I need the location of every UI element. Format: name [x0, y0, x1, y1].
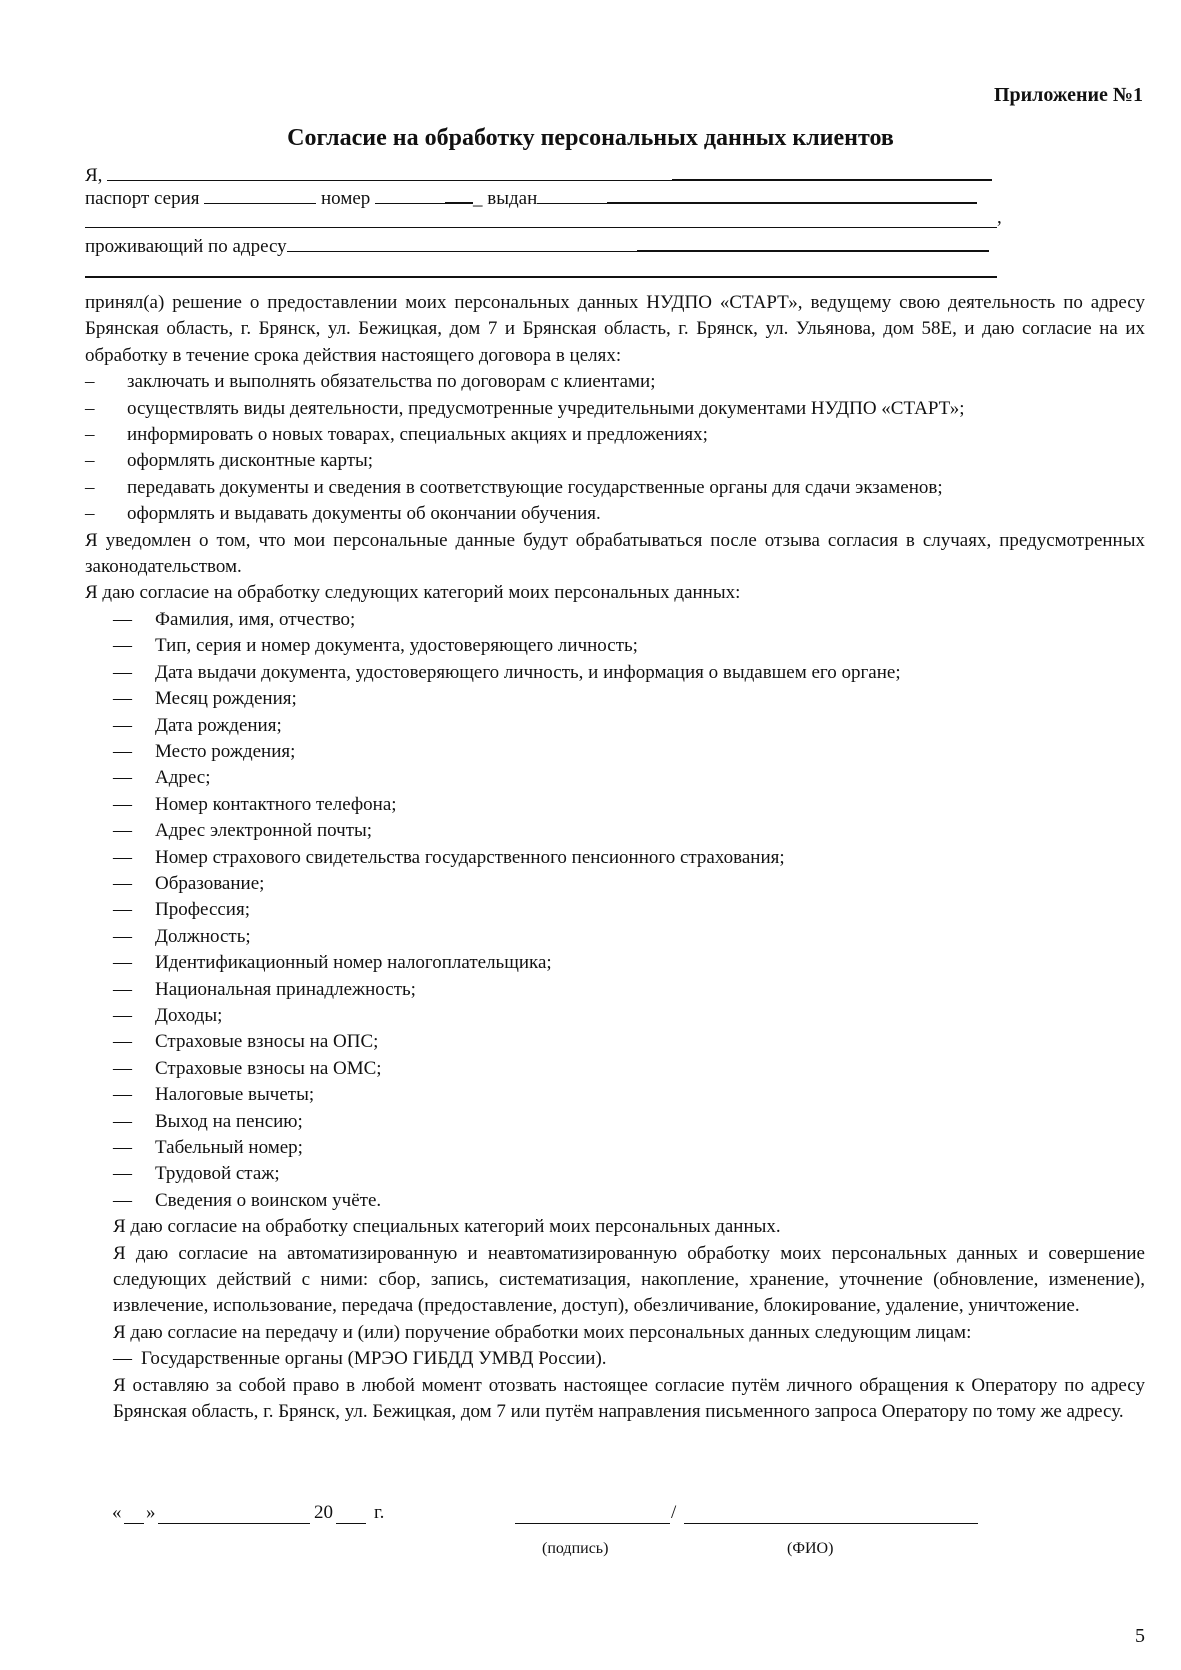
list-item: – осуществлять виды деятельности, предусмотренные учредительными документами НУДПО «СТАРТ»;: [85, 397, 965, 419]
issued-label: выдан: [487, 188, 538, 209]
name-field-line-2[interactable]: [672, 160, 992, 181]
list-item: — Доходы;: [113, 1004, 223, 1026]
address-field-2[interactable]: [637, 231, 989, 252]
list-item: — Дата рождения;: [113, 714, 282, 736]
form-line-passport: [85, 183, 977, 207]
form-line-name: [85, 160, 992, 184]
purpose-list: [85, 369, 1145, 527]
issued-field[interactable]: [537, 184, 607, 204]
list-item: — Государственные органы (МРЭО ГИБДД УМВД России).: [113, 1348, 607, 1370]
transfer-list: [85, 1346, 1145, 1372]
issued-continuation-comma: ,: [997, 207, 1002, 228]
categories-intro: Я даю согласие на обработку следующих категорий моих персональных данных:: [85, 582, 741, 604]
page-number: 5: [1135, 1625, 1145, 1647]
list-item: — Сведения о воинском учёте.: [113, 1189, 382, 1211]
revocation-block: [113, 1373, 1145, 1426]
day-field[interactable]: [124, 1504, 144, 1524]
passport-series-field[interactable]: [204, 184, 316, 204]
list-item: — Тип, серия и номер документа, удостоверяющего личность;: [113, 635, 638, 657]
revocation-paragraph: Я оставляю за собой право в любой момент отозвать настоящее согласие путём личного обращения к Оператору по адресу Брянская область, г. Брянск, ул. Бежицкая, дом 7 или путём направления письменного запроса Оператору по тому же адресу.: [113, 1374, 1145, 1423]
list-item: — Место рождения;: [113, 740, 296, 762]
month-field[interactable]: [158, 1504, 310, 1524]
list-item: — Идентификационный номер налогоплательщика;: [113, 952, 552, 974]
passport-number-tail: _: [473, 188, 483, 209]
list-item: — Выход на пенсию;: [113, 1110, 303, 1132]
list-item: – передавать документы и сведения в соответствующие государственные органы для сдачи экзаменов;: [85, 476, 943, 498]
date-quote-open: «: [112, 1502, 122, 1523]
list-item: — Образование;: [113, 872, 265, 894]
appendix-label: Приложение №1: [993, 84, 1143, 106]
fio-caption: (ФИО): [787, 1540, 834, 1557]
list-item: — Налоговые вычеты;: [113, 1084, 315, 1106]
list-item: — Страховые взносы на ОПС;: [113, 1031, 379, 1053]
special-categories-paragraph: Я даю согласие на обработку специальных категорий моих персональных данных.: [113, 1216, 781, 1238]
list-item: – информировать о новых товарах, специальных акциях и предложениях;: [85, 424, 708, 446]
signature-separator: /: [671, 1502, 677, 1523]
signature-row: [0, 1502, 1181, 1532]
consent-block: [113, 1214, 1145, 1346]
passport-series-label: паспорт серия: [85, 188, 200, 209]
year-field[interactable]: [336, 1504, 366, 1524]
name-field-line[interactable]: [107, 161, 672, 181]
list-item: — Табельный номер;: [113, 1137, 303, 1158]
category-list: [85, 607, 1145, 1214]
list-item: — Адрес;: [113, 767, 211, 789]
list-item: — Страховые взносы на ОМС;: [113, 1057, 382, 1079]
list-item: — Профессия;: [113, 899, 250, 921]
list-item: — Фамилия, имя, отчество;: [113, 608, 356, 630]
list-item: — Адрес электронной почты;: [113, 820, 373, 842]
notice-paragraph: Я уведомлен о том, что мои персональные данные будут обрабатываться после отзыва согласия в случаях, предусмотренных законодательством.: [85, 529, 1145, 578]
passport-number-field[interactable]: [375, 184, 445, 204]
list-item: — Номер контактного телефона;: [113, 793, 397, 815]
list-item: — Месяц рождения;: [113, 688, 297, 710]
signature-caption: (подпись): [542, 1540, 609, 1557]
address-continuation-line[interactable]: [85, 276, 997, 278]
fio-field[interactable]: [684, 1504, 978, 1524]
address-label: проживающий по адресу: [85, 236, 287, 257]
intro-paragraph: принял(а) решение о предоставлении моих персональных данных НУДПО «СТАРТ», ведущему свою деятельность по адресу Брянская область, г. Брянск, ул. Бежицкая, дом 7 и Брянская область, г. Брянск, ул. Ульянова, дом 58Е, и даю согласие на их обработку в течение срока действия настоящего договора в целях:: [85, 292, 1145, 366]
processing-paragraph: Я даю согласие на автоматизированную и неавтоматизированную обработку моих персональных данных и совершение следующих действий с ними: сбор, запись, систематизация, накопление, хранение, уточнение (обновление, изменение), извлечение, использование, передача (предоставление, доступ), обезличивание, блокирование, удаление, уничтожение.: [113, 1242, 1145, 1317]
list-item: — Трудовой стаж;: [113, 1163, 280, 1185]
list-item: – оформлять дисконтные карты;: [85, 450, 374, 472]
passport-number-field-2[interactable]: [445, 183, 473, 204]
form-line-address: [85, 231, 989, 255]
list-item: – оформлять и выдавать документы об окончании обучения.: [85, 503, 601, 525]
i-label: Я,: [85, 165, 103, 186]
list-item: – заключать и выполнять обязательства по договорам с клиентами;: [85, 371, 656, 393]
issued-continuation-line[interactable]: [85, 227, 997, 228]
document-body: [85, 290, 1145, 1425]
list-item: — Национальная принадлежность;: [113, 978, 416, 1000]
issued-field-2[interactable]: [607, 183, 977, 204]
year-prefix: 20: [314, 1502, 333, 1523]
list-item: — Дата выдачи документа, удостоверяющего личность, и информация о выдавшем его органе;: [113, 661, 901, 683]
document-title: Согласие на обработку персональных данных клиентов: [287, 125, 894, 151]
year-suffix: г.: [374, 1502, 385, 1523]
list-item: — Номер страхового свидетельства государственного пенсионного страхования;: [113, 846, 785, 868]
signature-field[interactable]: [515, 1504, 670, 1524]
passport-number-label: номер: [321, 188, 371, 209]
list-item: — Должность;: [113, 925, 251, 947]
address-field[interactable]: [287, 232, 637, 252]
date-quote-close: »: [146, 1502, 156, 1523]
transfer-intro: Я даю согласие на передачу и (или) поручение обработки моих персональных данных следующим лицам:: [113, 1321, 972, 1343]
